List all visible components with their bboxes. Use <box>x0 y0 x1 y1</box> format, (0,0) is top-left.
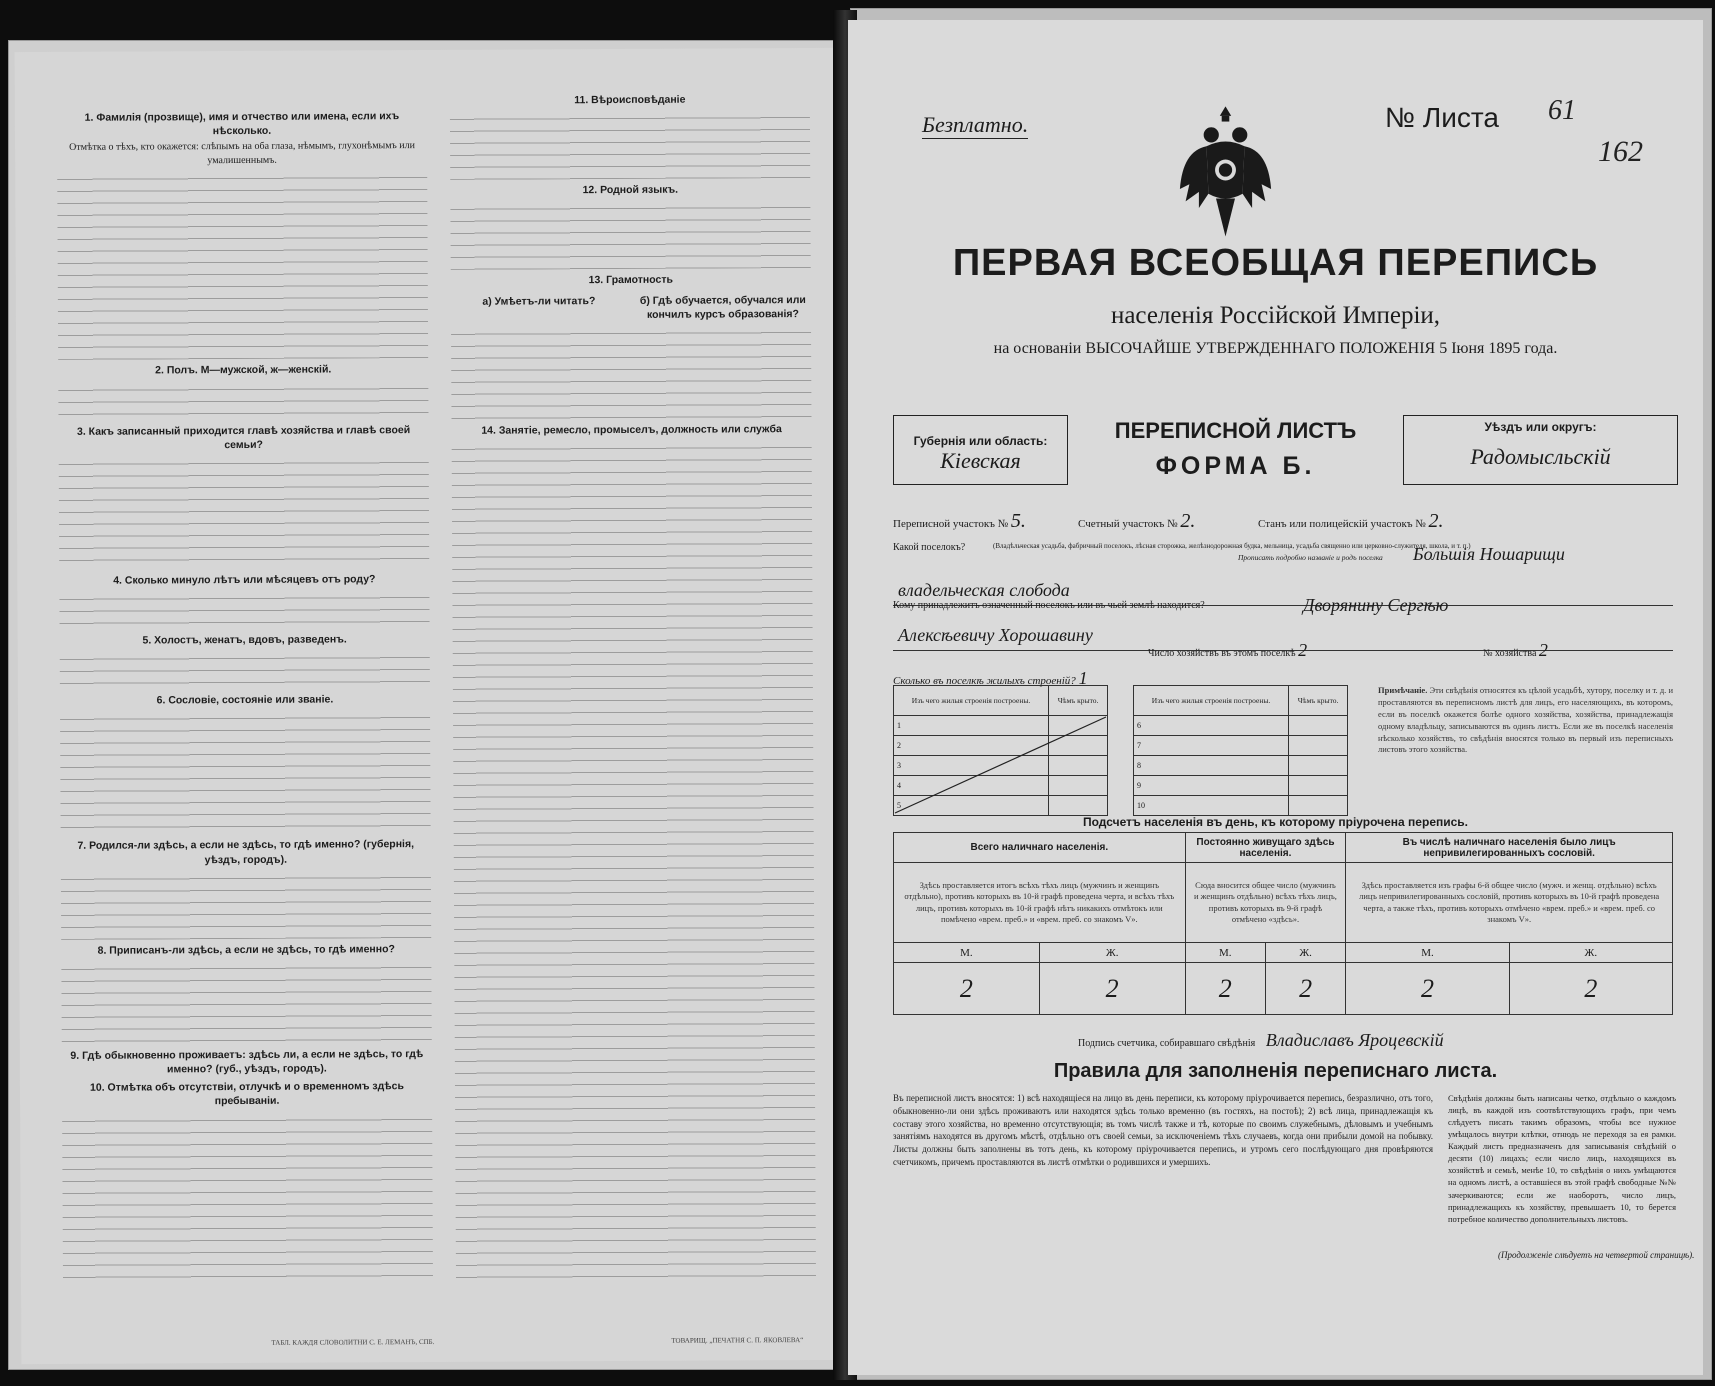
uezd-value: Радомысльскій <box>1470 444 1611 469</box>
building-row-number: 9 <box>1134 776 1289 796</box>
body-text-block <box>57 168 428 360</box>
perepisnoy-uchastok-label: Переписной участокъ № <box>893 518 1009 530</box>
poselok-value: Большія Ношарищи <box>1413 544 1565 564</box>
building-row-number: 8 <box>1134 756 1289 776</box>
population-col-head: Въ числѣ наличнаго населенія было лицъ непривилегированныхъ сословій. <box>1346 833 1673 863</box>
section-heading: 5. Холостъ, женатъ, вдовъ, разведенъ. <box>142 633 347 647</box>
section-heading: 3. Какъ записанный приходится главѣ хозяйства и главѣ своей семьи? <box>76 423 411 451</box>
form-name: ФОРМА Б. <box>1155 452 1316 480</box>
section-heading: 10. Отмѣтка объ отсутствіи, отлучкѣ и о временномъ здѣсь пребываніи. <box>89 1080 405 1108</box>
section-heading: 12. Родной языкъ. <box>582 183 679 197</box>
section-heading: 11. Вѣроисповѣданіе <box>574 93 686 107</box>
section-heading: 1. Фамилія (прозвище), имя и отчество или имена, если ихъ нѣсколько. <box>84 110 400 138</box>
stan-value: 2. <box>1428 510 1444 532</box>
section-subheading: Отмѣтка о тѣхъ, кто окажется: слѣпымъ на оба глаза, нѣмымъ, глухонѣмымъ или умалишеннымъ. <box>69 140 415 166</box>
female-header: Ж. <box>1265 943 1345 963</box>
male-header: М. <box>894 943 1040 963</box>
section-heading: 14. Занятіе, ремесло, промыселъ, должность или служба <box>481 423 782 437</box>
form-title: ПЕРЕПИСНОЙ ЛИСТЪ <box>1114 418 1357 443</box>
right-page-census-form <box>848 20 1703 1375</box>
body-text-block <box>452 438 816 1280</box>
note-text: Эти свѣдѣнія относятся къ цѣлой усадьбѣ, хутору, поселку и т. д. и проставляются въ переписномъ листѣ для лицъ, его населяющихъ, въ которомъ, если въ поселкѣ окажется болѣе одного хозяйства, хозяйства, принадлежащія одному владѣльцу, записываются въ одинъ листъ. Если же въ поселкѣ населенія нѣсколько хозяйствъ, то свѣдѣнія вносятся только въ первый изъ переписныхъ листовъ этого хозяйства. <box>1378 685 1674 755</box>
poselok-hint2: Прописать подробно названіе и родъ поселка <box>1238 553 1383 562</box>
population-col-desc: Здѣсь проставляется итогъ всѣхъ тѣхъ лицъ (мужчинъ и женщинъ отдѣльно), противъ которыхъ въ 10-й графѣ проведена черта, и всѣхъ тѣхъ лицъ, противъ которыхъ въ 10-й графѣ нѣтъ никакихъ отмѣтокъ или помѣчено «врем. преб.» и «врем. преб. со знакомъ V». <box>894 863 1186 943</box>
building-row-number: 6 <box>1134 716 1289 736</box>
left-page <box>15 48 842 1364</box>
buildings-col-material: Изъ чего жилыя строенія построены. <box>894 686 1049 716</box>
body-text-block <box>450 108 810 180</box>
section-heading: 4. Сколько минуло лѣтъ или мѣсяцевъ отъ роду? <box>113 573 376 587</box>
printer-imprint-left: ТАБЛ. КАЖДЯ СЛОВОЛИТНИ С. Е. ЛЕМАНЪ, СПБ. <box>271 1337 435 1347</box>
instructions-column-2 <box>450 88 816 1280</box>
households-label: Число хозяйствъ въ этомъ поселкѣ <box>1148 648 1296 659</box>
buildings-note <box>1378 685 1673 756</box>
building-row-number: 4 <box>894 776 1049 796</box>
household-no-value: 2 <box>1538 640 1548 660</box>
body-text-block <box>60 648 430 690</box>
stan-row <box>1258 510 1444 533</box>
uezd-label: Уѣздъ или округъ: <box>1484 420 1597 434</box>
body-text-block <box>61 868 431 940</box>
section-heading: 9. Гдѣ обыкновенно проживаетъ: здѣсь ли, а если не здѣсь, то гдѣ именно? (губ., уѣздъ, городъ). <box>70 1047 424 1076</box>
owner-value: Дворянину Сергѣю <box>1303 595 1449 615</box>
gubernia-label: Губернія или область: <box>913 434 1048 448</box>
perepisnoy-uchastok-row <box>893 510 1026 533</box>
rules-text-left: Въ переписной листъ вносятся: 1) всѣ находящіеся на лицо въ день переписи, къ которому пріурочивается перепись, безразлично, отъ того, обыкновенно-ли они здѣсь проживаютъ или находятся здѣсь только временно (въ гостяхъ, на постоѣ); 2) всѣ лица, принадлежащія къ составу этого хозяйства, но временно отсутствующія; въ томъ числѣ также и тѣ, которые по своимъ служебнымъ, дѣловымъ и учебнымъ занятіямъ находятся въ другомъ мѣстѣ, отдѣльно отъ своей семьи, за исключеніемъ тѣхъ случаевъ, когда они прибыли домой на побывку. Листы должны быть заполнены въ тотъ день, къ которому пріурочивается перепись, и утромъ сего послѣдующаго дня провѣряются счетчикомъ, причемъ проставляются въ листѣ отмѣтки о родившихся и умершихъ. <box>893 1093 1433 1167</box>
strike-through-line <box>893 715 1108 815</box>
household-no-row <box>1483 640 1548 661</box>
rules-title: Правила для заполненія переписнаго листа. <box>1053 1060 1498 1082</box>
population-col-head: Всего наличнаго населенія. <box>894 833 1186 863</box>
female-header: Ж. <box>1039 943 1185 963</box>
schetny-uchastok-row <box>1078 510 1195 533</box>
body-text-block <box>61 958 431 1045</box>
buildings-value: 1 <box>1078 668 1088 688</box>
building-row-number: 10 <box>1134 796 1289 816</box>
poselok-hint: (Владѣльческая усадьба, фабричный поселокъ, лѣсная сторожка, желѣзнодорожная будка, мельница, усадьба священно или церковно-служителя, школа, и т. п.) <box>993 542 1471 550</box>
section-heading: а) Умѣетъ-ли читать? <box>482 294 596 308</box>
population-count-table <box>893 832 1673 1015</box>
body-text-block <box>59 453 430 570</box>
nonprivileged-male-count: 2 <box>1346 963 1509 1015</box>
buildings-col-material: Изъ чего жилыя строенія построены. <box>1134 686 1289 716</box>
note-label: Примѣчаніе. <box>1378 685 1428 695</box>
buildings-table-right <box>1133 685 1348 816</box>
present-female-count: 2 <box>1039 963 1185 1015</box>
section-heading: 13. Грамотность <box>588 274 673 287</box>
uezd-box <box>1403 415 1678 485</box>
male-header: М. <box>1346 943 1509 963</box>
buildings-col-roof: Чѣмъ крыто. <box>1049 686 1108 716</box>
free-label: Безплатно. <box>922 112 1029 137</box>
building-row-number: 7 <box>1134 736 1289 756</box>
body-text-block <box>451 323 811 420</box>
female-header: Ж. <box>1509 943 1672 963</box>
signature-value: Владиславъ Яроцевскій <box>1265 1030 1444 1050</box>
nonprivileged-female-count: 2 <box>1509 963 1672 1015</box>
population-col-head: Постоянно живущаго здѣсь населенія. <box>1185 833 1346 863</box>
census-title: ПЕРВАЯ ВСЕОБЩАЯ ПЕРЕПИСЬ <box>952 242 1599 284</box>
printer-imprint-right: ТОВАРИЩ. „ПЕЧАТНЯ С. П. ЯКОВЛЕВА“ <box>671 1336 804 1345</box>
perepisnoy-uchastok-value: 5. <box>1010 510 1026 532</box>
gubernia-value: Кіевская <box>940 448 1021 473</box>
schetny-uchastok-label: Счетный участокъ № <box>1078 518 1178 530</box>
male-header: М. <box>1185 943 1265 963</box>
building-row-number: 1 <box>894 716 1049 736</box>
gubernia-box <box>893 415 1068 485</box>
rules-text-right: Свѣдѣнія должны быть написаны четко, отдѣльно о каждомъ лицѣ, въ каждой изъ соотвѣтствующихъ графъ, при чемъ слѣдуетъ писать такимъ образомъ, чтобы все нужное умѣщалось внутри клѣтки, отнюдь не переходя за ея рамки. Каждый листъ предназначенъ для записыванія свѣдѣній о десяти (10) лицахъ; если число лицъ, находящихся въ хозяйствѣ и семьѣ, менѣе 10, то свѣдѣнія о нихъ умѣщаются на одномъ листѣ, а оставшіеся въ этой графѣ свободные №№ зачеркиваются; если же наоборотъ, число лицъ, принадлежащихъ къ хозяйству, превышаетъ 10, то берется потребное количество дополнительныхъ листовъ. <box>1448 1093 1676 1224</box>
body-text-block <box>58 379 428 421</box>
poselok-value-2: владельческая слобода <box>898 580 1070 600</box>
household-no-label: № хозяйства <box>1483 648 1537 659</box>
census-subtitle: населенія Россійской Имперіи, <box>1110 302 1441 329</box>
section-heading: 6. Сословіе, состояніе или званіе. <box>156 693 334 707</box>
schetny-uchastok-value: 2. <box>1180 510 1196 532</box>
continuation-note: (Продолженіе слѣдуетъ на четвертой страницѣ). <box>1498 1250 1695 1260</box>
building-row-number: 5 <box>894 796 1049 816</box>
census-basis: на основаніи ВЫСОЧАЙШЕ УТВЕРЖДЕННАГО ПОЛОЖЕНІЯ 5 Іюня 1895 года. <box>993 340 1558 357</box>
present-male-count: 2 <box>894 963 1040 1015</box>
households-value: 2 <box>1298 640 1308 660</box>
population-col-desc: Здѣсь проставляется изъ графы 6-й общее число (мужч. и женщ. отдѣльно) всѣхъ лицъ непривилегированныхъ сословій, противъ которыхъ въ 10-й графѣ проведена черта, а также тѣхъ, противъ которыхъ отмѣчено «врем. преб.» и «врем. преб. со знакомъ V». <box>1346 863 1673 943</box>
population-count-title: Подсчетъ населенія въ день, къ которому пріурочена перепись. <box>1083 815 1468 829</box>
resident-female-count: 2 <box>1265 963 1345 1015</box>
body-text-block <box>59 588 429 630</box>
owner-value-2: Алексѣевичу Хорошавину <box>898 625 1093 645</box>
body-text-block <box>62 1110 433 1282</box>
stan-label: Станъ или полицейскій участокъ № <box>1258 518 1426 530</box>
enumerator-signature-row <box>1078 1030 1444 1051</box>
double-headed-eagle-emblem <box>1178 95 1273 245</box>
sheet-number-value: 61 <box>1548 95 1576 126</box>
sheet-number-label: № Листа <box>1385 102 1499 133</box>
buildings-label: Сколько въ поселкѣ жилыхъ строеній? <box>893 675 1076 687</box>
section-heading: 8. Приписанъ-ли здѣсь, а если не здѣсь, то гдѣ именно? <box>97 942 395 957</box>
buildings-col-roof: Чѣмъ крыто. <box>1289 686 1348 716</box>
households-row <box>1148 640 1307 661</box>
population-col-desc: Сюда вносится общее число (мужчинъ и женщинъ отдѣльно) всѣхъ тѣхъ лицъ, противъ которыхъ въ 9-й графѣ отмѣчено «здѣсь». <box>1185 863 1346 943</box>
sheet-number-value-secondary: 162 <box>1598 135 1643 168</box>
body-text-block <box>450 198 810 270</box>
owner-label: Кому принадлежитъ означенный поселокъ или въ чьей землѣ находится? <box>893 600 1205 611</box>
section-heading: б) Гдѣ обучается, обучался или кончилъ курсъ образованія? <box>639 293 806 321</box>
building-row-number: 2 <box>894 736 1049 756</box>
resident-male-count: 2 <box>1185 963 1265 1015</box>
section-heading: 2. Полъ. М—мужской, ж—женскій. <box>155 363 332 377</box>
instructions-column-1 <box>57 105 433 1281</box>
signature-label: Подпись счетчика, собиравшаго свѣдѣнія <box>1078 1038 1256 1049</box>
body-text-block <box>60 708 431 835</box>
poselok-label: Какой поселокъ? <box>893 542 966 553</box>
section-heading: 7. Родился-ли здѣсь, а если не здѣсь, то гдѣ именно? (губернія, уѣздъ, городъ). <box>77 838 415 866</box>
building-row-number: 3 <box>894 756 1049 776</box>
